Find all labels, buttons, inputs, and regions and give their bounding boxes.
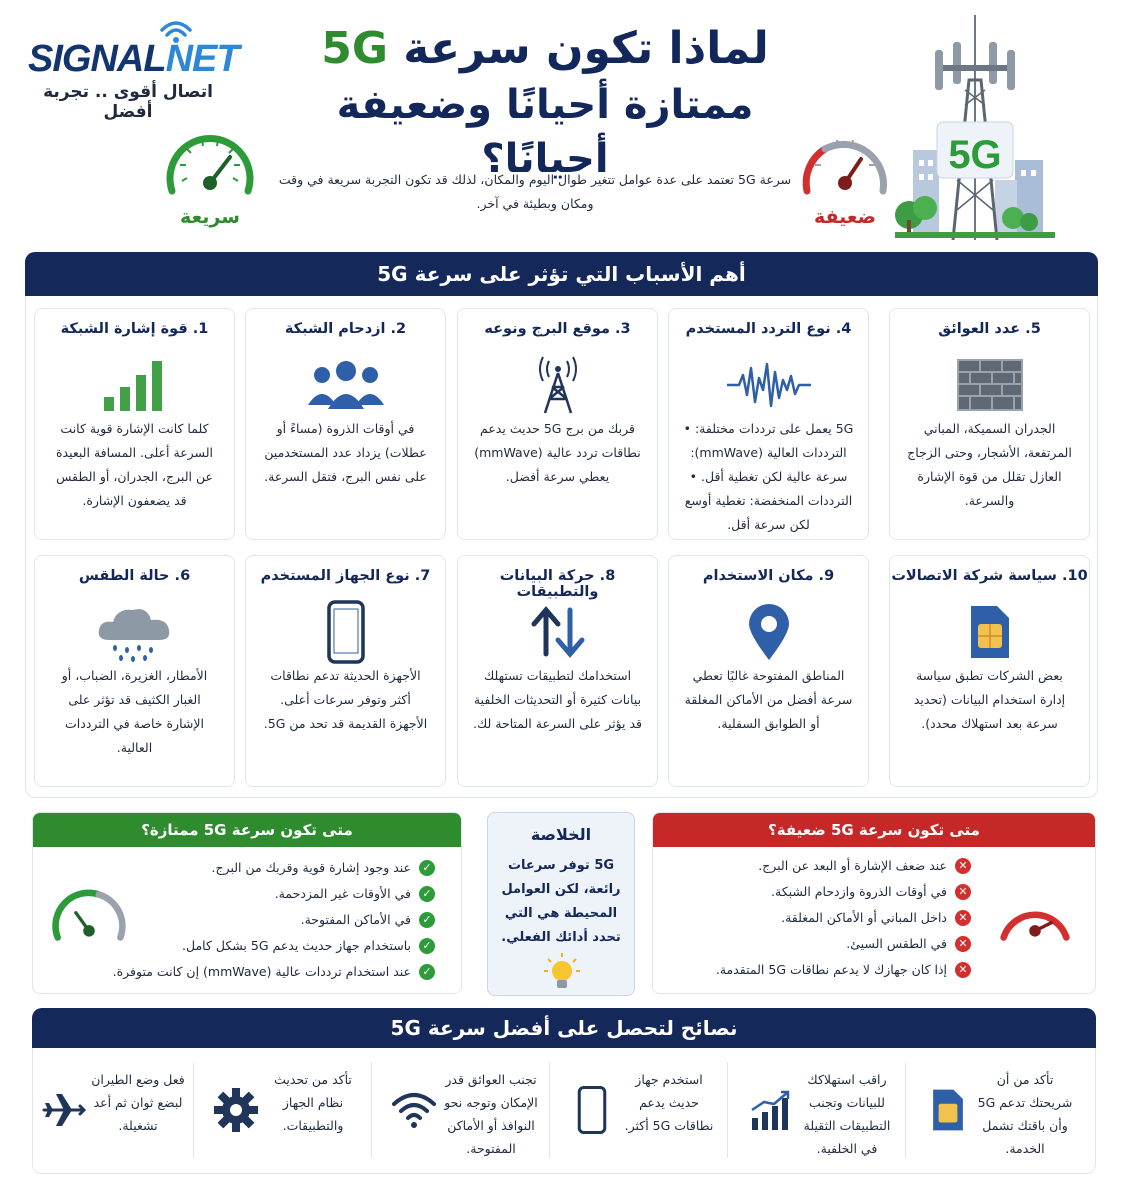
users-icon bbox=[306, 357, 386, 413]
tip-divider bbox=[727, 1062, 728, 1158]
airplane-icon bbox=[42, 1088, 86, 1132]
wifi-icon bbox=[390, 1090, 438, 1130]
good-item-text: في الأوقات غير المزدحمة. bbox=[274, 886, 411, 901]
cross-icon: ✕ bbox=[955, 858, 971, 874]
bad-item-text: في أوقات الذروة وازدحام الشبكة. bbox=[771, 884, 947, 899]
brand-logo bbox=[28, 18, 239, 122]
weak-speed-box bbox=[652, 812, 1096, 994]
list-item bbox=[716, 905, 971, 931]
weak-speed-title: متى تكون سرعة 5G ضعيفة؟ bbox=[653, 813, 1095, 847]
factor-title: 8. حركة البيانات والتطبيقات bbox=[499, 568, 616, 600]
factor-card-9 bbox=[668, 555, 869, 787]
brand-tagline: اتصال أقوى .. تجربة أفضل bbox=[43, 82, 213, 122]
factor-card-3 bbox=[457, 308, 658, 540]
good-item-text: باستخدام جهاز حديث يدعم 5G بشكل كامل. bbox=[182, 938, 411, 953]
good-item-text: عند استخدام ترددات عالية (mmWave) إن كانت متوفرة. bbox=[112, 964, 411, 979]
check-icon: ✓ bbox=[419, 860, 435, 876]
factor-title: 5. عدد العوائق bbox=[938, 321, 1041, 337]
tip-divider bbox=[549, 1062, 550, 1158]
cross-icon: ✕ bbox=[955, 962, 971, 978]
summary-title: الخلاصة bbox=[530, 825, 592, 844]
list-item bbox=[716, 879, 971, 905]
list-item bbox=[113, 959, 435, 985]
good-item-text: عند وجود إشارة قوية وقربك من البرج. bbox=[211, 860, 411, 875]
factor-title: 10. سياسة شركة الاتصالات bbox=[891, 568, 1088, 584]
factor-card-1 bbox=[34, 308, 235, 540]
tip-text: فعل وضع الطيران لبضع ثوان ثم أعد تشغيلة. bbox=[91, 1072, 185, 1133]
factor-card-2 bbox=[245, 308, 446, 540]
factor-text: المناطق المفتوحة غالبًا تعطي سرعة أفضل من الأماكن المغلقة أو الطوابق السفلية. bbox=[684, 668, 853, 731]
list-item bbox=[113, 855, 435, 881]
cross-icon: ✕ bbox=[955, 936, 971, 952]
gear-icon bbox=[213, 1087, 259, 1133]
smartphone-icon bbox=[326, 600, 366, 664]
tip-3 bbox=[552, 1050, 727, 1170]
list-item bbox=[716, 931, 971, 957]
good-speed-list bbox=[113, 855, 435, 985]
summary-text: 5G توفر سرعات رائعة، لكن العوامل المحيطة هي التي تحدد أدائك الفعلي. bbox=[501, 858, 621, 945]
factor-text: كلما كانت الإشارة قوية كانت السرعة أعلى. المسافة البعيدة عن البرج، الجدران، أو الطقس قد يضعفون الإشارة. bbox=[56, 421, 213, 508]
factor-text: استخدامك لتطبيقات تستهلك بيانات كثيرة أو التحديثات الخلفية قد يؤثر على السرعة المتاحة لك. bbox=[472, 668, 643, 731]
good-speed-title: متى تكون سرعة 5G ممتازة؟ bbox=[33, 813, 461, 847]
tip-text: تأكد من تحديث نظام الجهاز والتطبيقات. bbox=[274, 1072, 352, 1133]
brand-name-part2: NET bbox=[165, 38, 239, 80]
factor-text: الأجهزة الحديثة تدعم نطاقات أكثر وتوفر سرعات أعلى. الأجهزة القديمة قد تحد من 5G. bbox=[263, 668, 428, 731]
factor-text: 5G يعمل على ترددات مختلفة: • الترددات العالية (mmWave): سرعة عالية لكن تغطية أقل. • الترددات المنخفضة: تغطية أوسع لكن سرعة أقل. bbox=[683, 421, 854, 532]
bad-item-text: عند ضعف الإشارة أو البعد عن البرج. bbox=[758, 858, 947, 873]
brand-name bbox=[28, 38, 239, 81]
weak-speed-list bbox=[716, 853, 971, 983]
tips-header: نصائح لتحصل على أفضل سرعة 5G bbox=[32, 1008, 1096, 1048]
cell-tower-illustration bbox=[895, 10, 1055, 240]
slow-gauge-small-icon bbox=[993, 883, 1077, 949]
rain-cloud-icon bbox=[95, 602, 175, 662]
list-item bbox=[716, 957, 971, 983]
factor-text: الجدران السميكة، المباني المرتفعة، الأشجار، وحتى الزجاج العازل تقلل من قوة الإشارة والسرعة. bbox=[907, 421, 1072, 508]
intro-text: سرعة 5G تعتمد على عدة عوامل تتغير طوال اليوم والمكان، لذلك قد تكون التجربة سريعة في وقت ومكان وبطيئة في آخر. bbox=[278, 172, 792, 211]
title-line2: ممتازة أحيانًا وضعيفة أحيانًا؟ bbox=[336, 82, 754, 182]
factor-card-8 bbox=[457, 555, 658, 787]
factor-title: 2. ازدحام الشبكة bbox=[284, 321, 407, 337]
title-line1-text: لماذا تكون سرعة bbox=[387, 23, 769, 74]
factors-header: أهم الأسباب التي تؤثر على سرعة 5G bbox=[25, 252, 1098, 296]
waveform-icon bbox=[727, 360, 811, 410]
slow-label: ضعيفة bbox=[813, 206, 877, 228]
tip-1 bbox=[908, 1050, 1083, 1170]
factor-card-6 bbox=[34, 555, 235, 787]
sim-card-icon bbox=[930, 1085, 966, 1135]
bad-item-text: إذا كان جهازك لا يدعم نطاقات 5G المتقدمة. bbox=[715, 962, 947, 977]
tip-text: راقب استهلاكك للبيانات وتجنب التطبيقات الثقيلة في الخلفية. bbox=[803, 1072, 891, 1156]
factor-text: الأمطار، الغزيرة، الضباب، أو الغبار الكثيف قد تؤثر على الإشارة خاصة في الترددات العالية. bbox=[61, 668, 208, 755]
location-pin-icon bbox=[745, 602, 793, 662]
factor-text: بعض الشركات تطبق سياسة إدارة استخدام البيانات (تحديد سرعة بعد استهلاك محدد). bbox=[913, 668, 1066, 731]
lightbulb-icon bbox=[544, 953, 580, 993]
signal-bars-icon bbox=[100, 357, 170, 413]
list-item bbox=[113, 907, 435, 933]
factor-card-4 bbox=[668, 308, 869, 540]
check-icon: ✓ bbox=[419, 912, 435, 928]
factor-title: 6. حالة الطقس bbox=[78, 568, 191, 584]
tip-5 bbox=[196, 1050, 371, 1170]
tip-divider bbox=[193, 1062, 194, 1158]
bad-item-text: في الطقس السيئ. bbox=[846, 936, 947, 951]
cross-icon: ✕ bbox=[955, 884, 971, 900]
factor-title: 7. نوع الجهاز المستخدم bbox=[260, 568, 431, 584]
list-item bbox=[113, 933, 435, 959]
smartphone-icon bbox=[577, 1084, 607, 1136]
fast-gauge-icon bbox=[160, 125, 260, 205]
factor-text: في أوقات الذروة (مساءً أو عطلات) يزداد عدد المستخدمين على نفس البرج، فتقل السرعة. bbox=[264, 421, 427, 484]
factor-card-7 bbox=[245, 555, 446, 787]
tip-text: تجنب العوائق قدر الإمكان وتوجه نحو النوافذ أو الأماكن المفتوحة. bbox=[444, 1072, 538, 1156]
factor-card-5 bbox=[889, 308, 1090, 540]
title-line1 bbox=[285, 20, 805, 78]
good-item-text: في الأماكن المفتوحة. bbox=[300, 912, 411, 927]
check-icon: ✓ bbox=[419, 886, 435, 902]
factor-title: 3. موقع البرج ونوعه bbox=[484, 321, 631, 337]
check-icon: ✓ bbox=[419, 964, 435, 980]
factor-text: قربك من برج 5G حديث يدعم نطاقات تردد عالية (mmWave) يعطي سرعة أفضل. bbox=[474, 421, 641, 484]
list-item bbox=[113, 881, 435, 907]
tower-icon bbox=[533, 355, 583, 415]
factor-card-10 bbox=[889, 555, 1090, 787]
sim-card-icon bbox=[967, 602, 1013, 662]
tip-text: استخدم جهاز حديث يدعم نطاقات 5G أكثر. bbox=[624, 1072, 714, 1133]
summary-box bbox=[487, 812, 635, 996]
page-title bbox=[285, 20, 805, 186]
factor-title: 1. قوة إشارة الشبكة bbox=[60, 321, 209, 337]
cross-icon: ✕ bbox=[955, 910, 971, 926]
growth-chart-icon bbox=[748, 1088, 792, 1132]
tip-text: تأكد من أن شريحتك تدعم 5G وأن باقتك تشمل الخدمة. bbox=[977, 1072, 1073, 1156]
factor-title: 4. نوع التردد المستخدم bbox=[685, 321, 852, 337]
up-down-arrows-icon bbox=[528, 604, 588, 660]
good-speed-box bbox=[32, 812, 462, 994]
check-icon: ✓ bbox=[419, 938, 435, 954]
title-5g: 5G bbox=[321, 23, 388, 74]
tip-divider bbox=[371, 1062, 372, 1158]
tip-6 bbox=[34, 1050, 190, 1170]
brand-name-part1: SIGNAL bbox=[28, 38, 166, 80]
slow-gauge-icon bbox=[795, 125, 895, 205]
list-item bbox=[716, 853, 971, 879]
tip-2 bbox=[730, 1050, 905, 1170]
tower-5g-badge: 5G bbox=[948, 133, 1002, 177]
bad-item-text: داخل المباني أو الأماكن المغلقة. bbox=[781, 910, 947, 925]
fast-label: سريعة bbox=[180, 206, 240, 228]
tip-divider bbox=[905, 1062, 906, 1158]
brick-wall-icon bbox=[957, 359, 1023, 411]
factor-title: 9. مكان الاستخدام bbox=[702, 568, 835, 584]
tip-4 bbox=[374, 1050, 549, 1170]
